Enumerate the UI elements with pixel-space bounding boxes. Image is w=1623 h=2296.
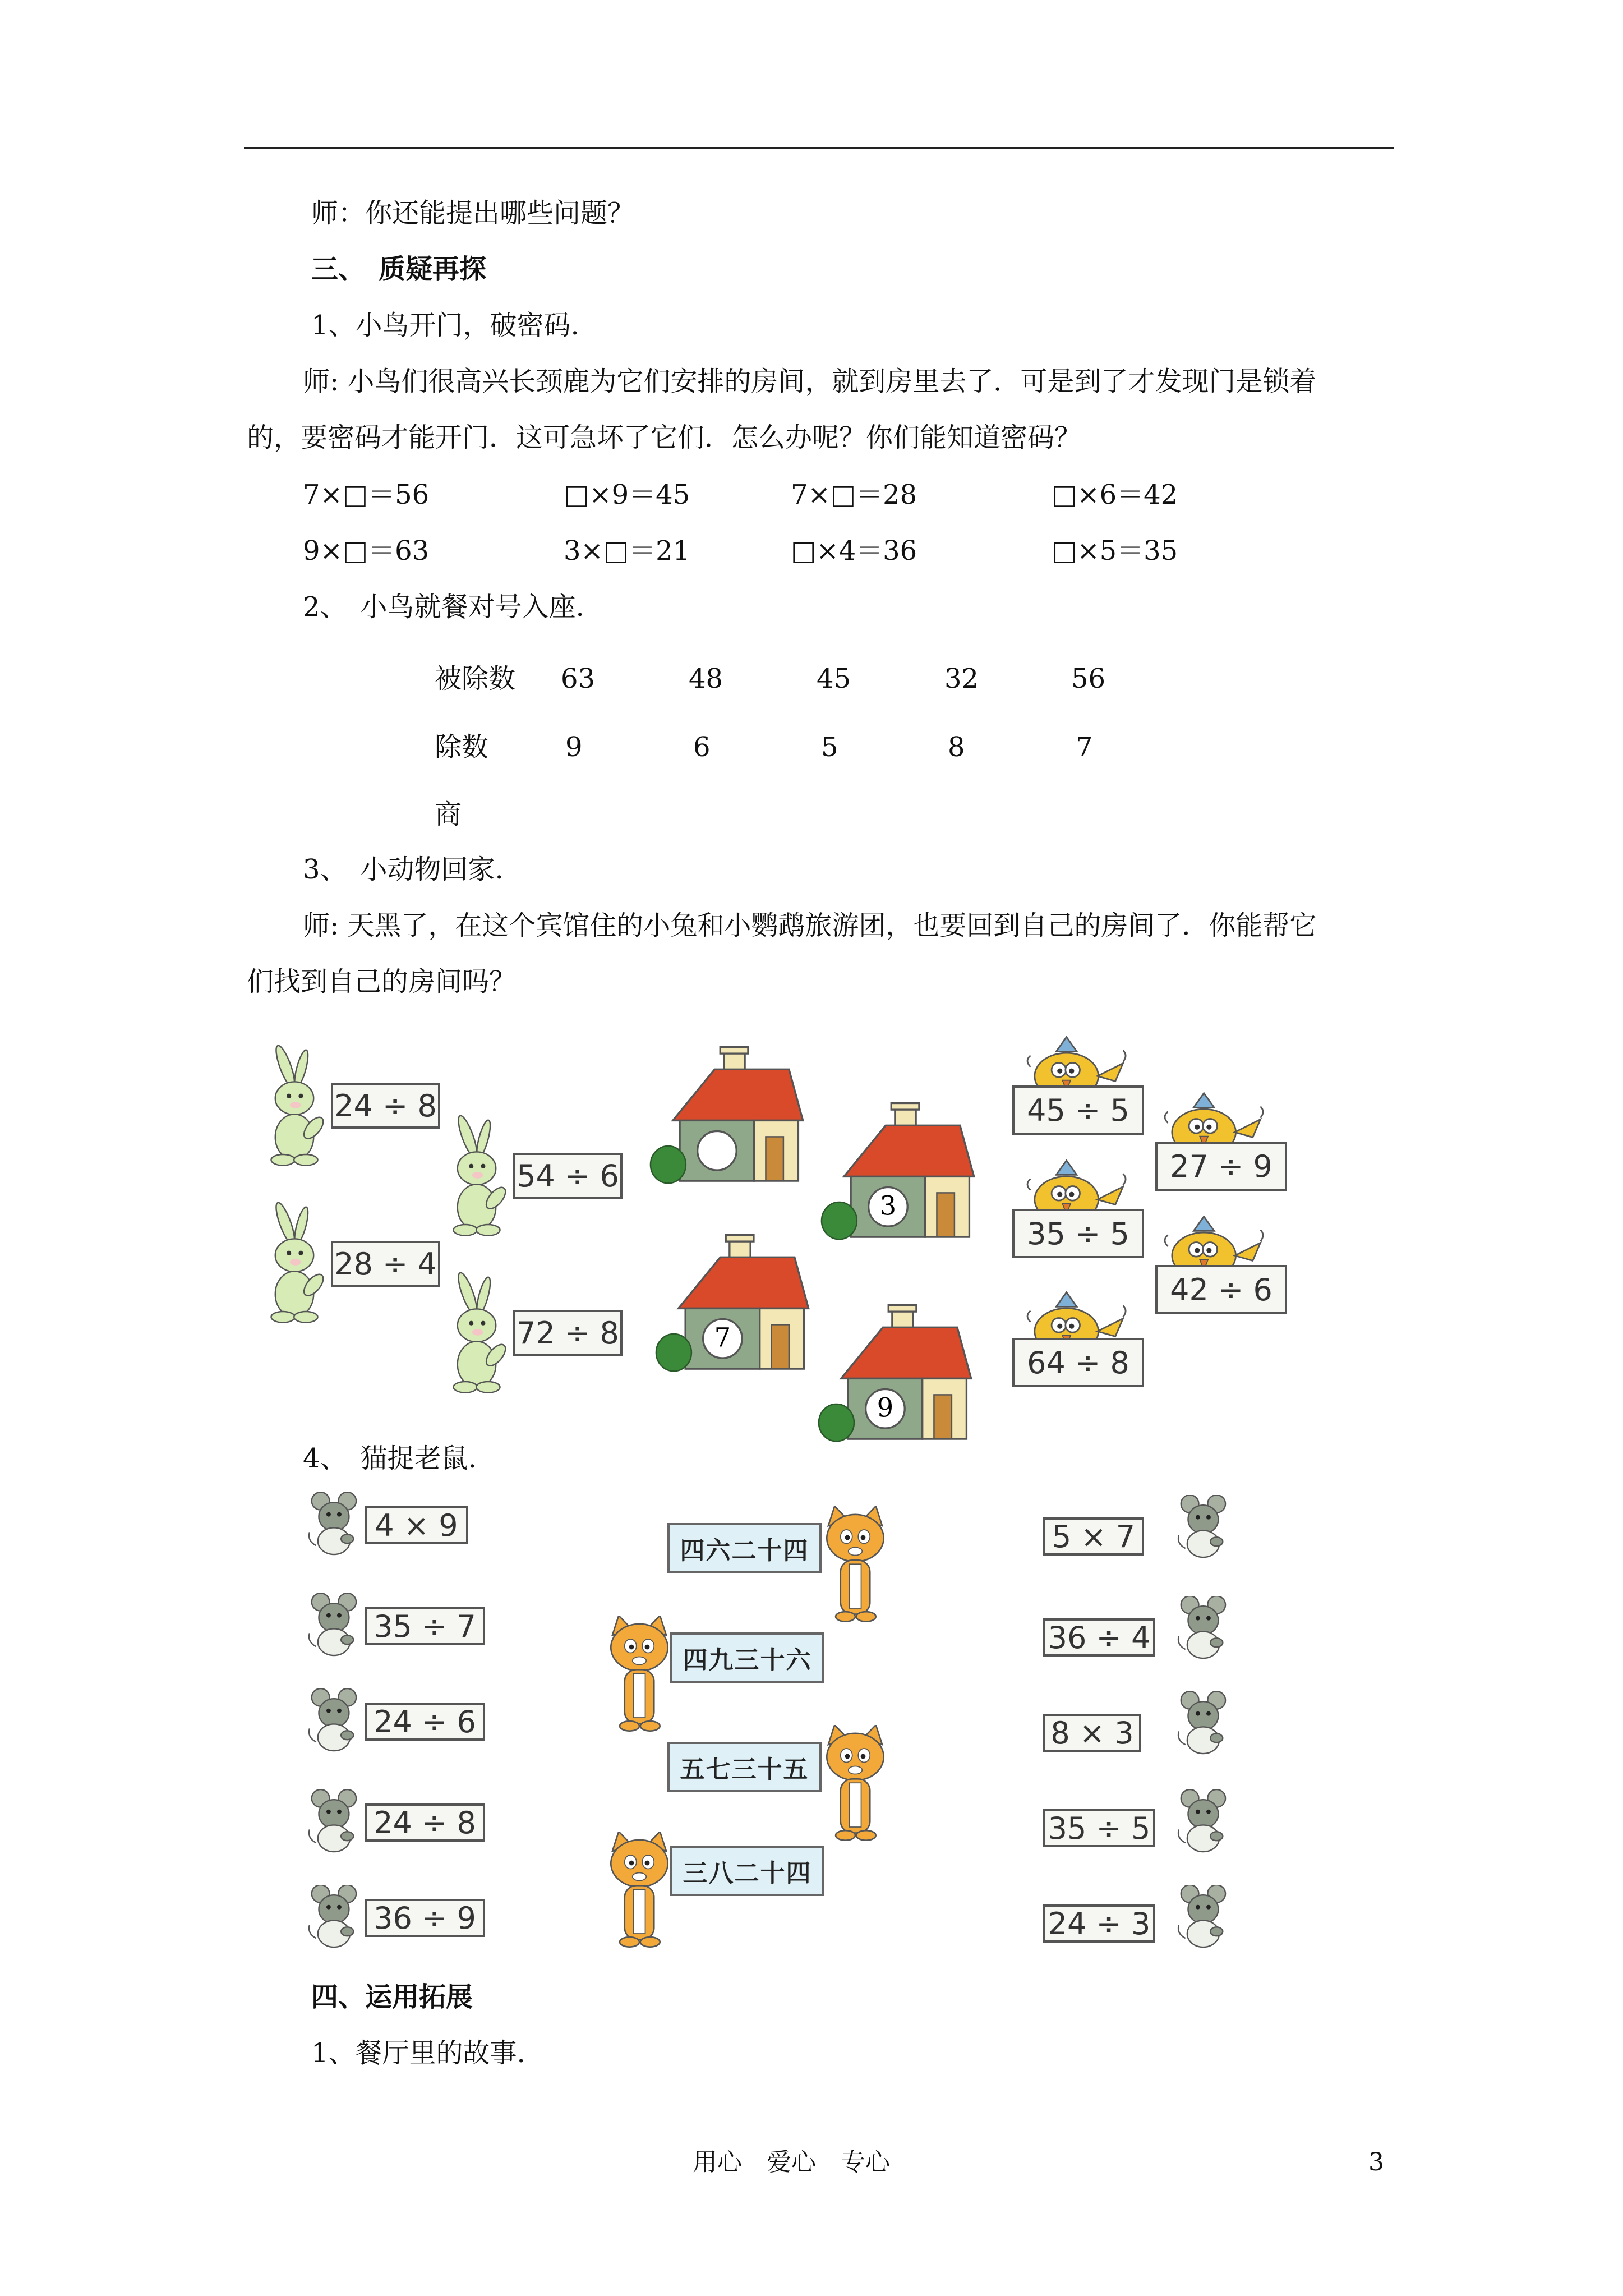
equation: 7×□＝28 — [791, 479, 917, 510]
equation: □×4＝36 — [791, 535, 917, 567]
item1-text-line1: 师: 小鸟们很高兴长颈鹿为它们安排的房间，就到房里去了．可是到了才发现门是锁着 — [303, 366, 1317, 397]
divisor-value: 5 — [821, 731, 838, 763]
house-illustration — [651, 1214, 813, 1388]
mouse-illustration — [1169, 1691, 1228, 1756]
dividend-value: 32 — [944, 663, 979, 694]
mouse-illustration — [1169, 1789, 1228, 1854]
cat-illustration — [603, 1832, 676, 1949]
house-number: 9 — [877, 1392, 894, 1423]
mouse-card: 5 × 7 — [1043, 1517, 1144, 1556]
divisor-label: 除数 — [435, 731, 489, 763]
rabbit-card: 54 ÷ 6 — [513, 1153, 623, 1199]
dividend-value: 63 — [561, 663, 596, 694]
equation: □×6＝42 — [1052, 479, 1178, 510]
mouse-illustration — [1169, 1885, 1228, 1949]
cat-illustration — [819, 1506, 892, 1624]
divisor-value: 8 — [948, 731, 965, 763]
equation: 9×□＝63 — [303, 535, 430, 567]
rabbit-card: 72 ÷ 8 — [513, 1310, 623, 1356]
equation: □×9＝45 — [564, 479, 690, 510]
equation: □×5＝35 — [1052, 535, 1178, 567]
mouse-card: 8 × 3 — [1043, 1714, 1141, 1752]
item3-text-line1: 师: 天黑了，在这个宾馆住的小兔和小鹦鹉旅游团，也要回到自己的房间了．你能帮它 — [303, 910, 1317, 941]
item4-title: 4、 猫捉老鼠. — [303, 1443, 477, 1474]
rabbit-illustration — [250, 1200, 339, 1324]
mouse-illustration — [300, 1593, 359, 1658]
mouse-illustration — [300, 1688, 359, 1753]
rabbit-illustration — [432, 1271, 522, 1394]
house-illustration — [816, 1083, 979, 1257]
house-illustration — [813, 1285, 976, 1458]
cat-card: 三八二十四 — [670, 1846, 824, 1896]
mouse-illustration — [300, 1885, 359, 1949]
dividend-value: 48 — [689, 663, 723, 694]
cat-card: 四六二十四 — [667, 1523, 822, 1573]
cat-card: 五七三十五 — [667, 1742, 822, 1792]
teacher-question: 师：你还能提出哪些问题？ — [311, 197, 635, 229]
rabbit-card: 24 ÷ 8 — [331, 1083, 440, 1129]
item3-text-line2: 们找到自己的房间吗？ — [247, 966, 517, 997]
item1-title: 1、小鸟开门，破密码. — [311, 310, 579, 341]
mouse-card: 24 ÷ 8 — [365, 1803, 485, 1842]
mouse-illustration — [300, 1492, 359, 1557]
item3-title: 3、 小动物回家. — [303, 854, 504, 885]
mouse-illustration — [1169, 1495, 1228, 1559]
divisor-value: 6 — [693, 731, 711, 763]
mouse-card: 35 ÷ 5 — [1043, 1809, 1155, 1847]
section3-title: 三、 质疑再探 — [311, 254, 487, 285]
rabbit-illustration — [432, 1114, 522, 1237]
dividend-value: 56 — [1071, 663, 1106, 694]
quotient-label: 商 — [435, 799, 462, 830]
house-number: 3 — [879, 1190, 897, 1221]
house-number: 7 — [714, 1322, 731, 1353]
dividend-label: 被除数 — [435, 663, 516, 694]
cat-card: 四九三十六 — [670, 1632, 824, 1683]
rabbit-illustration — [250, 1043, 339, 1167]
mouse-illustration — [1169, 1596, 1228, 1660]
item2-title: 2、 小鸟就餐对号入座. — [303, 591, 584, 623]
mouse-card: 24 ÷ 6 — [365, 1703, 485, 1741]
page-number: 3 — [1368, 2148, 1384, 2177]
equation: 7×□＝56 — [303, 479, 430, 510]
footer-motto: 用心 爱心 专心 — [693, 2148, 890, 2177]
divisor-value: 9 — [565, 731, 583, 763]
cat-illustration — [819, 1725, 892, 1843]
rabbit-card: 28 ÷ 4 — [331, 1241, 440, 1287]
divisor-value: 7 — [1076, 731, 1093, 763]
bird-card: 45 ÷ 5 — [1012, 1085, 1144, 1135]
bird-card: 35 ÷ 5 — [1012, 1209, 1144, 1258]
mouse-card: 35 ÷ 7 — [365, 1607, 485, 1645]
section4-item1: 1、餐厅里的故事. — [311, 2037, 525, 2069]
bird-card: 27 ÷ 9 — [1155, 1142, 1287, 1191]
cat-illustration — [603, 1616, 676, 1733]
mouse-illustration — [300, 1789, 359, 1854]
section4-title: 四、运用拓展 — [311, 1981, 473, 2013]
bird-card: 64 ÷ 8 — [1012, 1338, 1144, 1387]
dividend-value: 45 — [817, 663, 851, 694]
mouse-card: 24 ÷ 3 — [1043, 1904, 1155, 1943]
bird-card: 42 ÷ 6 — [1155, 1265, 1287, 1314]
header-rule — [244, 147, 1394, 149]
house-illustration — [645, 1027, 808, 1200]
item1-text-line2: 的，要密码才能开门．这可急坏了它们．怎么办呢？你们能知道密码？ — [247, 422, 1082, 453]
mouse-card: 36 ÷ 9 — [365, 1899, 485, 1937]
mouse-card: 4 × 9 — [365, 1506, 468, 1544]
mouse-card: 36 ÷ 4 — [1043, 1618, 1155, 1657]
equation: 3×□＝21 — [564, 535, 690, 567]
